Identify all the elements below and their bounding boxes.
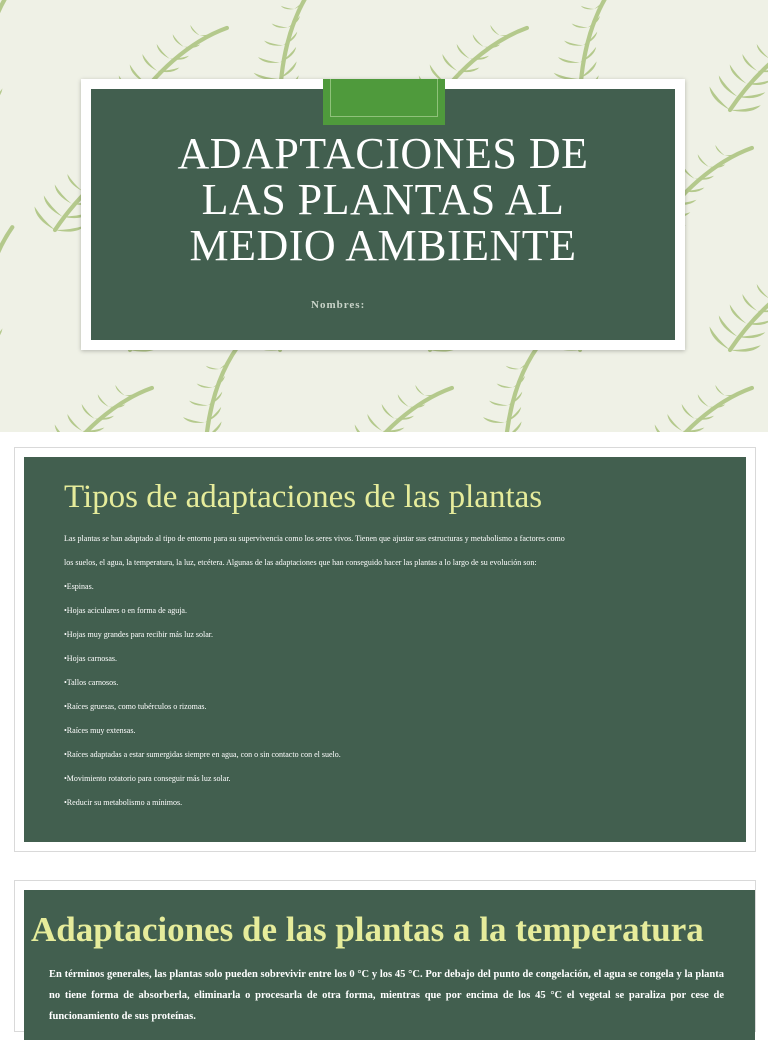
- adaptation-types-slide: [14, 447, 756, 852]
- list-item: •Hojas aciculares o en forma de aguja.: [64, 606, 187, 615]
- temperature-slide: [14, 880, 756, 1032]
- list-item: •Raíces gruesas, como tubérculos o rizomas.: [64, 702, 207, 711]
- main-title-line-1: ADAPTACIONES DE: [177, 129, 589, 178]
- fern-frond: [704, 0, 768, 132]
- list-item: •Reducir su metabolismo a mínimos.: [64, 798, 183, 807]
- list-item: •Raíces muy extensas.: [64, 726, 136, 735]
- temperature-panel: [24, 890, 755, 1040]
- list-item: •Hojas carnosas.: [64, 654, 118, 663]
- intro-line-2: los suelos, el agua, la temperatura, la luz, etcétera. Algunas de las adaptaciones que han conseguido hacer las plantas a lo largo de su evolución son:: [64, 558, 537, 567]
- list-item: •Tallos carnosos.: [64, 678, 119, 687]
- intro-line-1: Las plantas se han adaptado al tipo de entorno para su supervivencia como los seres vivos. Tienen que ajustar sus estructuras y metabolismo a factores como: [64, 534, 565, 543]
- fern-frond: [29, 357, 152, 432]
- fern-frond: [750, 107, 768, 237]
- fern-frond: [0, 227, 41, 357]
- adaptation-types-body: [64, 527, 704, 815]
- fern-frond: [150, 347, 266, 432]
- adaptation-types-title: Tipos de adaptaciones de las plantas: [64, 479, 543, 515]
- fern-frond: [0, 0, 41, 117]
- main-title: [91, 131, 675, 269]
- names-label: Nombres:: [311, 299, 366, 311]
- fern-frond: [629, 357, 752, 432]
- temperature-title: Adaptaciones de las plantas a la temperatura: [31, 910, 704, 949]
- main-title-line-2: LAS PLANTAS AL: [201, 175, 565, 224]
- temperature-body: En términos generales, las plantas solo pueden sobrevivir entre los 0 °C y los 45 °C. Por debajo del punto de congelación, el agua se congela y la planta no tiene forma de absorberla, eliminarla o procesarla de otra forma, mientras que por encima de los 45 °C el vegetal se paraliza por cese de funcionamiento de sus proteínas.: [49, 969, 724, 1022]
- title-box: [91, 89, 675, 340]
- fern-frond: [329, 357, 452, 432]
- accent-tab: [323, 79, 445, 125]
- fern-frond: [450, 347, 566, 432]
- list-item: •Hojas muy grandes para recibir más luz solar.: [64, 630, 213, 639]
- list-item: •Espinas.: [64, 582, 94, 591]
- fern-frond: [704, 237, 768, 371]
- main-title-line-3: MEDIO AMBIENTE: [189, 221, 577, 270]
- title-slide: [0, 0, 768, 432]
- list-item: •Movimiento rotatorio para conseguir más luz solar.: [64, 774, 231, 783]
- adaptation-types-panel: [24, 457, 746, 842]
- list-item: •Raíces adaptadas a estar sumergidas siempre en agua, con o sin contacto con el suelo.: [64, 750, 341, 759]
